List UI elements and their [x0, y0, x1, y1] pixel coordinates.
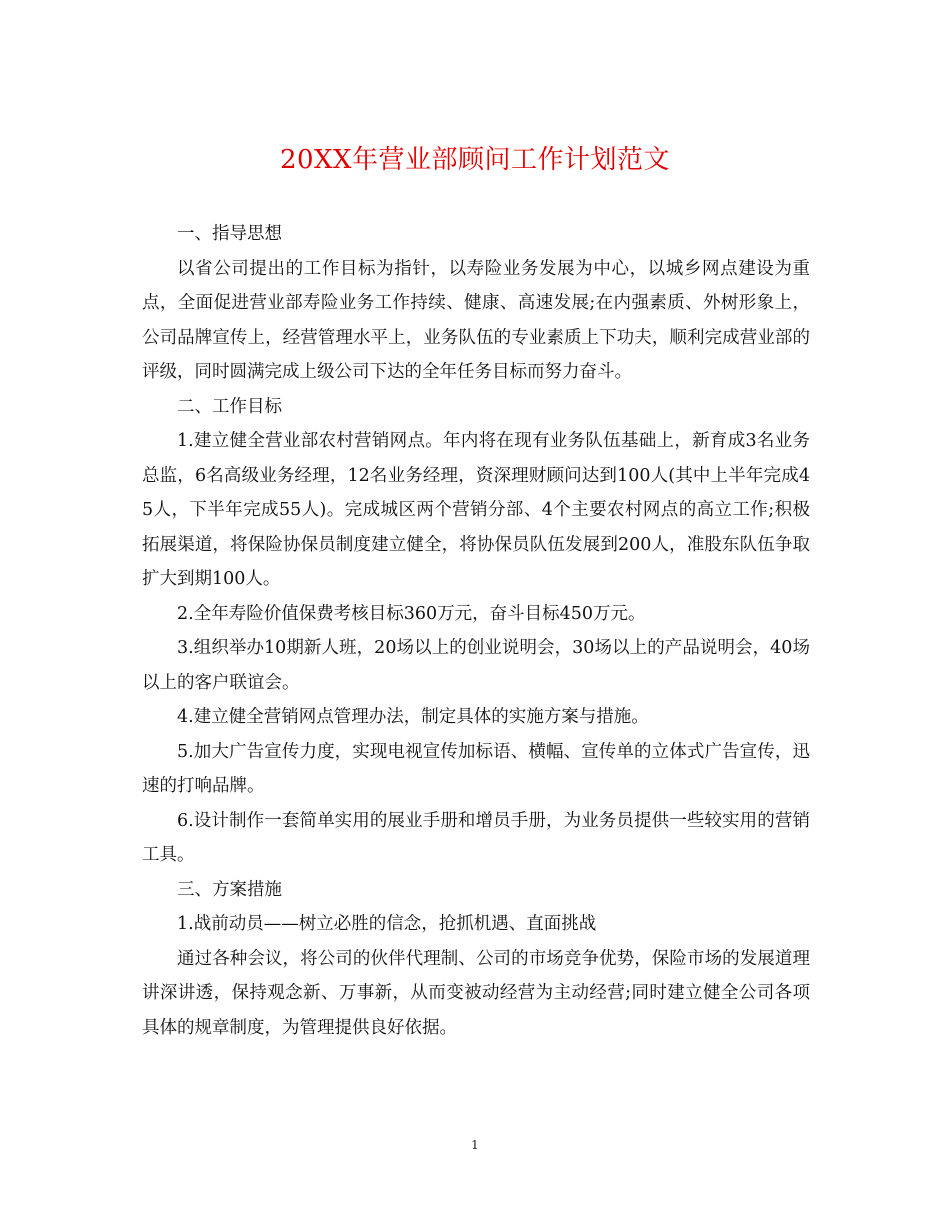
paragraph-goal-2: 2.全年寿险价值保费考核目标360万元，奋斗目标450万元。	[177, 603, 646, 624]
document-body	[142, 217, 810, 1045]
paragraph-goal-1: 1.建立健全营业部农村营销网点。年内将在现有业务队伍基础上，新育成3名业务总监，6名高级业务经理，12名业务经理，资深理财顾问达到100人(其中上半年完成45人，下半年完成55人)。完成城区两个营销分部、4个主要农村网点的高立工作;积极拓展渠道，将保险协保员制度建立健全，将协保员队伍发展到200人，准股东队伍争取扩大到期100人。	[142, 431, 810, 589]
paragraph-goal-3: 3.组织举办10期新人班，20场以上的创业说明会，30场以上的产品说明会，40场以上的客户联谊会。	[142, 638, 810, 693]
paragraph-goal-5: 5.加大广告宣传力度，实现电视宣传加标语、横幅、宣传单的立体式广告宣传，迅速的打响品牌。	[142, 741, 810, 796]
section-heading-measures: 三、方案措施	[177, 879, 282, 900]
section-heading-guiding-ideology: 一、指导思想	[177, 224, 282, 244]
paragraph-goal-4: 4.建立健全营销网点管理办法，制定具体的实施方案与措施。	[177, 707, 649, 727]
section-heading-work-goals: 二、工作目标	[177, 396, 282, 417]
page-number: 1	[471, 1138, 479, 1152]
paragraph-measure-1-heading: 1.战前动员——树立必胜的信念，抢抓机遇、直面挑战	[177, 914, 597, 934]
paragraph-guiding-ideology: 以省公司提出的工作目标为指针，以寿险业务发展为中心，以城乡网点建设为重点，全面促进营业部寿险业务工作持续、健康、高速发展;在内强素质、外树形象上，公司品牌宣传上，经营管理水平上，业务队伍的专业素质上下功夫，顺利完成营业部的评级，同时圆满完成上级公司下达的全年任务目标而努力奋斗。	[142, 258, 810, 382]
document-title: 20XX年营业部顾问工作计划范文	[279, 145, 671, 175]
paragraph-goal-6: 6.设计制作一套简单实用的展业手册和增员手册，为业务员提供一些较实用的营销工具。	[142, 810, 810, 865]
paragraph-measure-1-body: 通过各种会议，将公司的伙伴代理制、公司的市场竞争优势，保险市场的发展道理讲深讲透，保持观念新、万事新，从而变被动经营为主动经营;同时建立健全公司各项具体的规章制度，为管理提供良好依据。	[142, 948, 810, 1038]
